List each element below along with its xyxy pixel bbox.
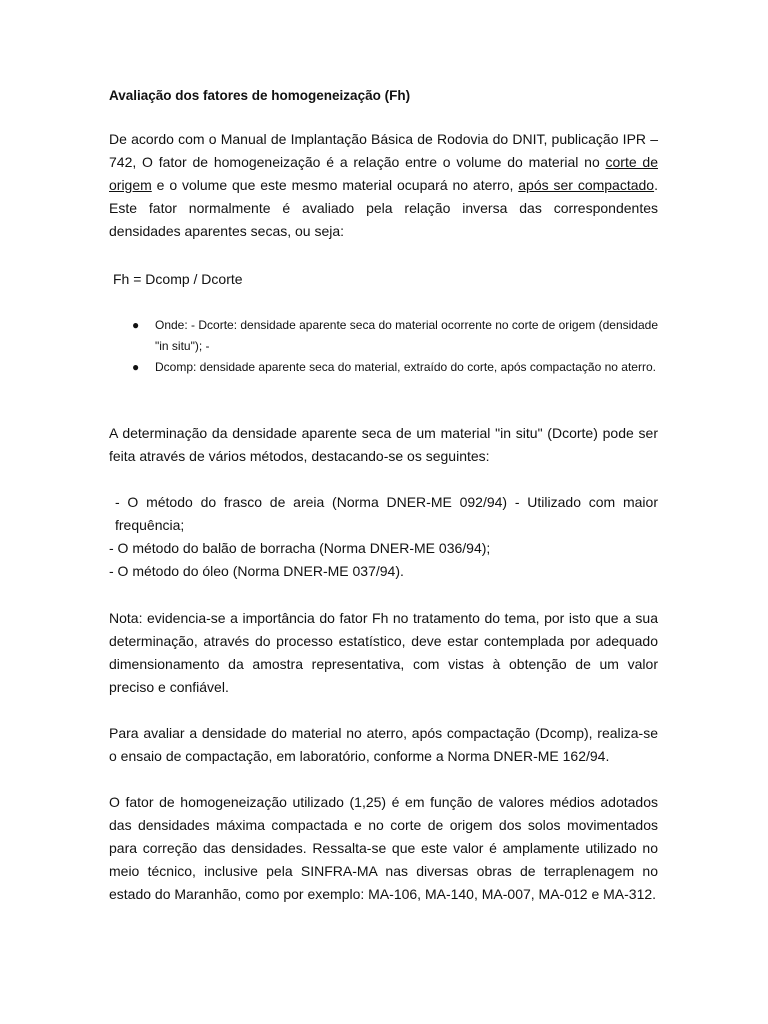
definitions-list [109,315,658,378]
note-paragraph: Nota: evidencia-se a importância do fator Fh no tratamento do tema, por isto que a sua determinação, através do processo estatístico, deve estar contemplada por adequado dimensionamento da amostra representativa, com vistas à obtenção de um valor preciso e confiável. [109,610,658,695]
bullet-text-dcorte: Onde: - Dcorte: densidade aparente seca do material ocorrente no corte de origem (densidade "in situ"); - [155,318,658,353]
list-item [109,315,658,357]
compaction-paragraph: Para avaliar a densidade do material no aterro, após compactação (Dcomp), realiza-se o ensaio de compactação, em laboratório, conforme a Norma DNER-ME 162/94. [109,725,658,764]
bullet-icon: ● [132,318,140,332]
methods-intro-paragraph: A determinação da densidade aparente seca de um material "in situ" (Dcorte) pode ser feita através de vários métodos, destacando-se os seguintes: [109,425,658,464]
bullet-text-dcomp: Dcomp: densidade aparente seca do material, extraído do corte, após compactação no aterro. [155,360,656,374]
intro-paragraph [109,128,658,243]
method-oleo: - O método do óleo (Norma DNER-ME 037/94). [109,563,404,579]
method-balao-de-borracha: - O método do balão de borracha (Norma DNER-ME 036/94); [109,540,491,556]
intro-text-1: De acordo com o Manual de Implantação Básica de Rodovia do DNIT, publicação IPR – 742, O fator de homogeneização é a relação entre o volume do material no [109,131,658,170]
method-frasco-de-areia: - O método do frasco de areia (Norma DNER-ME 092/94) - Utilizado com maior frequência; [115,494,658,533]
apos-ser-compactado-link: após ser compactado [518,177,655,193]
document-title: Avaliação dos fatores de homogeneização (Fh) [109,88,411,103]
conclusion-paragraph: O fator de homogeneização utilizado (1,25) é em função de valores médios adotados das densidades máxima compactada e no corte de origem dos solos movimentados para correção das densidades. Ressalta-se que este valor é amplamente utilizado no meio técnico, inclusive pela SINFRA-MA nas diversas obras de terraplenagem no estado do Maranhão, como por exemplo: MA-106, MA-140, MA-007, MA-012 e MA-312. [109,794,658,902]
intro-text-2: e o volume que este mesmo material ocupará no aterro, [151,177,519,193]
corte-de-origem-link: corte de origem [109,154,658,193]
bullet-icon: ● [132,360,140,374]
formula: Fh = Dcomp / Dcorte [113,271,243,287]
methods-list [109,491,658,583]
intro-text-3: . Este fator normalmente é avaliado pela relação inversa das correspondentes densidades aparentes secas, ou seja: [109,177,658,239]
list-item [109,357,658,378]
